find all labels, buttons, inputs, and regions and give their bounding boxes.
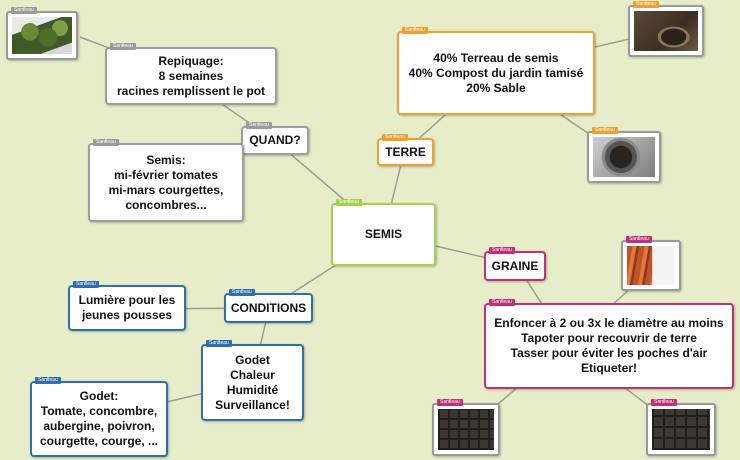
node-tag: Santleau [35,377,61,384]
node-semis-dates-label: Semis: mi-février tomates mi-mars courgettes, concombres... [108,152,224,212]
seed-packets-image [627,246,675,285]
node-godet-conditions-label: Godet Chaleur Humidité Surveillance! [215,352,290,412]
node-godet-list[interactable] [30,377,168,457]
node-graine-label: GRAINE [491,258,539,273]
node-tag: Santleau [110,43,136,50]
node-tag: Santleau [437,399,463,406]
node-tag: Santleau [402,27,428,34]
image-seedlings[interactable] [6,7,78,60]
image-soil-bucket[interactable] [587,127,661,183]
node-tag: Santleau [489,247,515,254]
node-quand[interactable] [241,122,309,155]
node-tag: Santleau [206,340,232,347]
soil-bucket-image [593,137,655,177]
node-repiquage-label: Repiquage: 8 semaines racines remplissent le pot [116,53,266,98]
center-node-semis[interactable] [331,199,436,266]
center-node-label: SEMIS [364,227,403,241]
image-seed-tray-left[interactable] [432,399,500,456]
node-terre-mix-label: 40% Terreau de semis 40% Compost du jardin tamisé 20% Sable [408,50,584,95]
image-seed-tray-right[interactable] [646,399,716,456]
node-semis-dates[interactable] [88,139,244,222]
node-conditions-label: CONDITIONS [230,300,307,315]
node-graine[interactable] [484,247,546,281]
node-tag: Santleau [633,1,659,8]
node-graine-steps[interactable] [484,299,734,389]
node-tag: Santleau [229,289,255,296]
node-graine-steps-label: Enfoncer à 2 ou 3x le diamètre au moins Tapoter pour recouvrir de terre Tasser pour éviter les poches d'air Etiqueter! [494,316,724,375]
node-terre-label: TERRE [385,144,426,159]
node-godet-conditions[interactable] [201,340,304,421]
seed-tray-left-image [438,409,494,450]
node-tag: Santleau [93,139,119,146]
node-tag: Santleau [336,199,362,206]
node-lumiere[interactable] [68,281,186,331]
seedlings-image [12,17,72,54]
node-tag: Santleau [651,399,677,406]
node-tag: Santleau [626,236,652,243]
image-soil-pot[interactable] [628,1,704,57]
node-tag: Santleau [489,299,515,306]
node-terre-mix[interactable] [397,27,595,115]
image-seed-packets[interactable] [621,236,681,291]
node-quand-label: QUAND? [249,133,301,147]
node-terre[interactable] [377,134,434,166]
node-tag: Santleau [382,134,408,141]
node-repiquage[interactable] [105,43,277,105]
node-tag: Santleau [73,281,99,288]
node-lumiere-label: Lumière pour les jeunes pousses [78,293,176,322]
soil-pot-image [634,11,698,51]
node-tag: Santleau [11,7,37,14]
seed-tray-right-image [652,409,710,450]
node-godet-list-label: Godet: Tomate, concombre, aubergine, poivron, courgette, courge, ... [39,389,159,448]
node-tag: Santleau [592,127,618,134]
node-tag: Santleau [246,122,272,129]
node-conditions[interactable] [224,289,313,323]
